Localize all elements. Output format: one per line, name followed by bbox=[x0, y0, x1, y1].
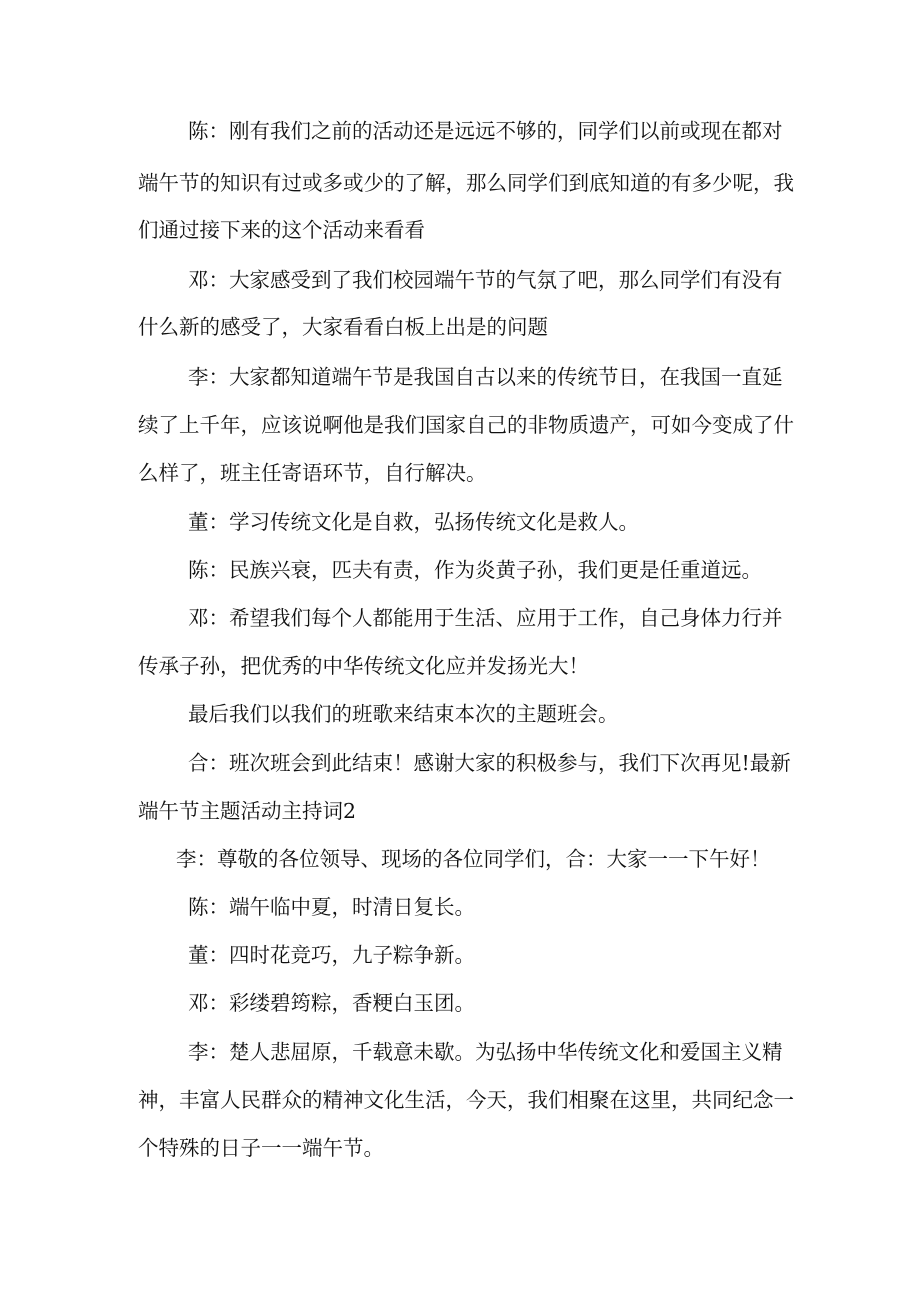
text-line: 陈：端午临中夏，时清日复长。 bbox=[188, 895, 475, 919]
text-line: 什么新的感受了，大家看看白板上出是的问题 bbox=[138, 315, 548, 339]
text-line: 个特殊的日子一一端午节。 bbox=[138, 1136, 384, 1160]
text-line: 董：四时花竞巧，九子粽争新。 bbox=[188, 943, 475, 967]
text-line: 最后我们以我们的班歌来结束本次的主题班会。 bbox=[188, 702, 619, 726]
text-line: 邓：大家感受到了我们校园端午节的气氛了吧，那么同学们有没有 bbox=[188, 268, 783, 292]
text-line: 合：班次班会到此结束！感谢大家的积极参与，我们下次再见!最新 bbox=[188, 751, 791, 775]
text-line: 端午节主题活动主持词2 bbox=[138, 799, 357, 823]
text-line: 李：大家都知道端午节是我国自古以来的传统节日，在我国一直延 bbox=[188, 365, 783, 389]
text-line: 李：尊敬的各位领导、现场的各位同学们，合：大家一一下午好！ bbox=[176, 847, 771, 871]
text-line: 陈：民族兴衰，匹夫有责，作为炎黄子孙，我们更是任重道远。 bbox=[188, 558, 762, 582]
text-line: 邓：希望我们每个人都能用于生活、应用于工作，自己身体力行并 bbox=[188, 606, 783, 630]
text-line: 么样了，班主任寄语环节，自行解决。 bbox=[138, 461, 487, 485]
text-line: 神，丰富人民群众的精神文化生活，今天，我们相聚在这里，共同纪念一 bbox=[138, 1088, 794, 1112]
text-line: 端午节的知识有过或多或少的了解，那么同学们到底知道的有多少呢，我 bbox=[138, 171, 794, 195]
text-line: 李：楚人悲屈原，千载意未歇。为弘扬中华传统文化和爱国主义精 bbox=[188, 1040, 783, 1064]
text-line: 董：学习传统文化是自救，弘扬传统文化是救人。 bbox=[188, 510, 639, 534]
text-line: 邓：彩缕碧筠粽，香粳白玉团。 bbox=[188, 991, 475, 1015]
text-line: 续了上千年，应该说啊他是我们国家自己的非物质遗产，可如今变成了什 bbox=[138, 413, 794, 437]
text-line: 陈：刚有我们之前的活动还是远远不够的，同学们以前或现在都对 bbox=[188, 119, 783, 143]
text-line: 们通过接下来的这个活动来看看 bbox=[138, 218, 425, 242]
text-line: 传承子孙，把优秀的中华传统文化应并发扬光大！ bbox=[138, 654, 589, 678]
